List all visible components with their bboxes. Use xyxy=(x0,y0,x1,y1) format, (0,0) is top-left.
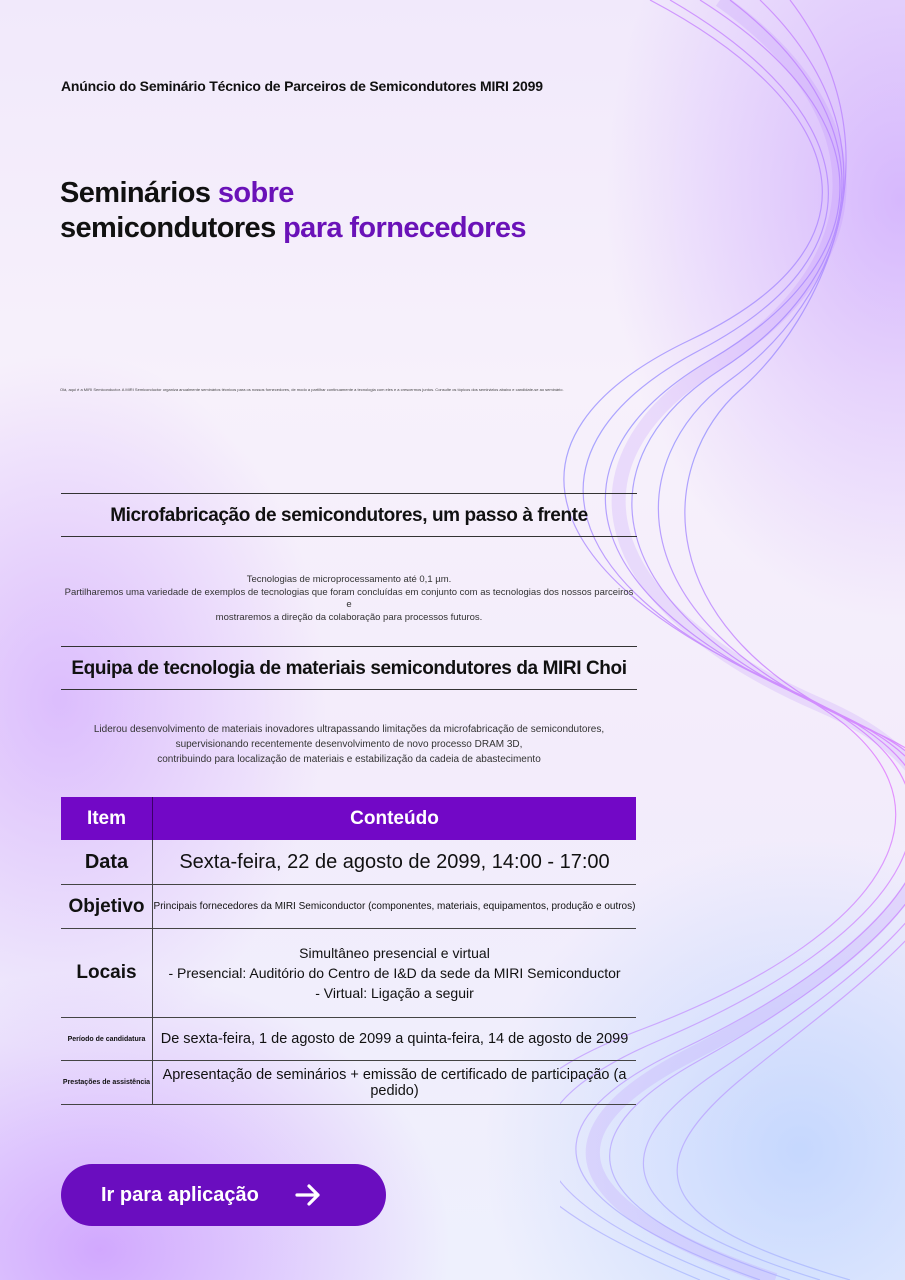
table-row xyxy=(61,1061,636,1105)
description-line: supervisionando recentemente desenvolvimento de novo processo DRAM 3D, xyxy=(175,739,523,750)
apply-button-label: Ir para aplicação xyxy=(101,1183,259,1206)
section-description-microfabrication xyxy=(61,574,637,624)
table-row xyxy=(61,929,636,1018)
hero-line2-accent: para fornecedores xyxy=(283,212,526,244)
location-line: - Presencial: Auditório do Centro de I&D da sede da MIRI Semiconductor xyxy=(168,965,621,981)
description-line: Partilharemos uma variedade de exemplos de tecnologias que foram concluídas em conjunto com as tecnologias dos nossos parceiros e xyxy=(64,586,634,610)
seminar-info-table xyxy=(61,797,636,1105)
row-value-benefits: Apresentação de seminários + emissão de certificado de participação (a pedido) xyxy=(153,1061,637,1105)
description-line: mostraremos a direção da colaboração para processos futuros. xyxy=(215,611,483,623)
section-description-materials-team xyxy=(61,722,637,767)
row-value-objective: Principais fornecedores da MIRI Semiconductor (componentes, materiais, equipamentos, produção e outros) xyxy=(153,885,637,929)
announcement-title: Anúncio do Seminário Técnico de Parceiros de Semicondutores MIRI 2099 xyxy=(61,78,543,94)
table-header-row xyxy=(61,797,636,840)
intro-text: Olá, aqui é a MIRI Semiconductor. A MIRI Semiconductor organiza anualmente seminários técnicos para os nossos fornecedores, de modo a partilhar continuamente a tecnologia com eles e a crescermos juntos. Consulte os tópicos dos seminários abaixo e candidate-se ao seminário. xyxy=(60,387,564,392)
table-row xyxy=(61,885,636,929)
arrow-right-icon xyxy=(293,1180,323,1210)
column-header-item: Item xyxy=(61,797,153,840)
description-line: contribuindo para localização de materiais e estabilização da cadeia de abastecimento xyxy=(157,754,541,765)
page-title xyxy=(60,176,526,246)
section-title-microfabrication: Microfabricação de semicondutores, um passo à frente xyxy=(61,493,637,537)
row-value-application-period: De sexta-feira, 1 de agosto de 2099 a quinta-feira, 14 de agosto de 2099 xyxy=(153,1018,637,1061)
section-title-materials-team: Equipa de tecnologia de materiais semicondutores da MIRI Choi xyxy=(61,646,637,690)
description-line: Tecnologias de microprocessamento até 0,1 µm. xyxy=(246,574,452,585)
description-line: Liderou desenvolvimento de materiais inovadores ultrapassando limitações da microfabricação de semicondutores, xyxy=(93,724,605,735)
row-label-date: Data xyxy=(61,840,153,885)
hero-line1-dark: Seminários xyxy=(60,177,218,209)
table-row xyxy=(61,840,636,885)
table-row xyxy=(61,1018,636,1061)
row-label-benefits: Prestações de assistência xyxy=(61,1061,153,1105)
column-header-content: Conteúdo xyxy=(153,797,637,840)
hero-line2-dark: semicondutores xyxy=(60,212,284,244)
row-label-objective: Objetivo xyxy=(61,885,153,929)
row-value-date: Sexta-feira, 22 de agosto de 2099, 14:00 - 17:00 xyxy=(153,840,637,885)
location-line: - Virtual: Ligação a seguir xyxy=(315,985,474,1001)
location-line: Simultâneo presencial e virtual xyxy=(299,945,490,961)
apply-button[interactable] xyxy=(61,1164,386,1226)
row-value-locations xyxy=(153,929,637,1018)
row-label-locations: Locais xyxy=(61,929,153,1018)
row-label-application-period: Período de candidatura xyxy=(61,1018,153,1061)
hero-line1-accent: sobre xyxy=(217,177,294,209)
